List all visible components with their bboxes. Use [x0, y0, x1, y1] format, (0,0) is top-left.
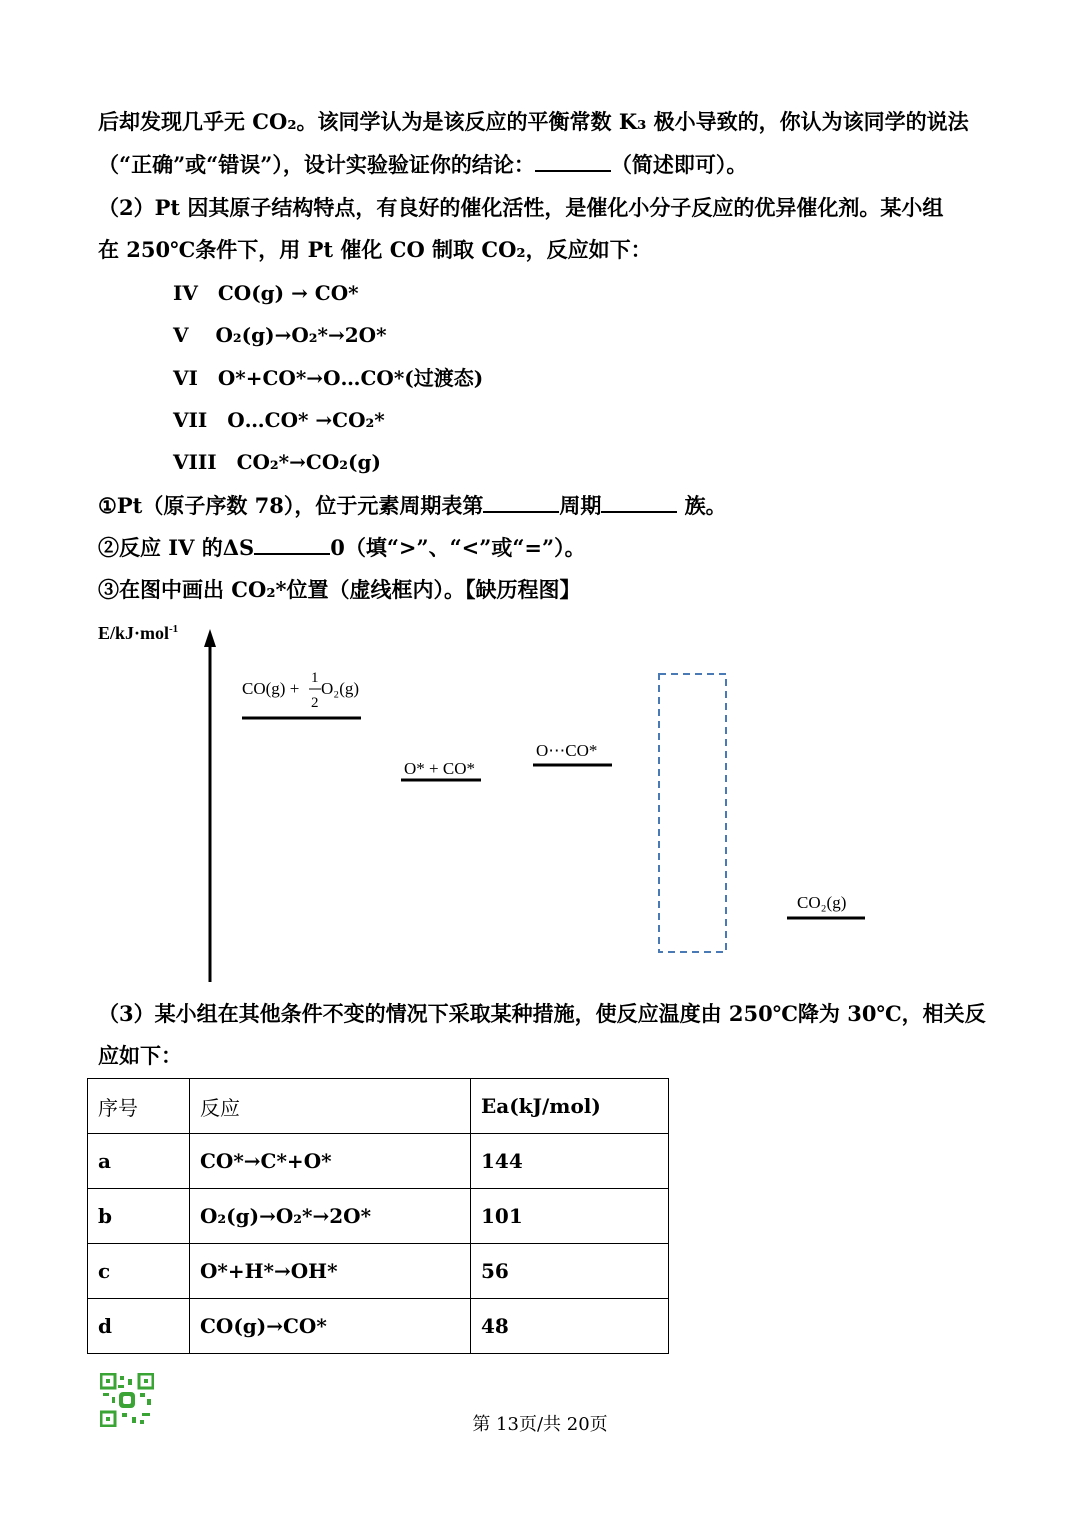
level-2-label: O* + CO* [404, 759, 475, 778]
row-reaction: O*+H*→OH* [190, 1244, 471, 1299]
question-1c: 族。 [677, 493, 727, 518]
row-index: c [88, 1244, 190, 1299]
table-row [88, 1299, 669, 1354]
reaction-iv: IV CO(g) → CO* [173, 281, 359, 305]
reaction-table [87, 1078, 669, 1354]
level-4-label: CO₂(g) [797, 893, 847, 912]
reaction-viii: VIII CO₂*→CO₂(g) [173, 450, 381, 474]
row-index: b [88, 1189, 190, 1244]
level-3-label: O⋯CO* [536, 741, 598, 760]
table-row [88, 1244, 669, 1299]
level-1-fraction-num: 1 [311, 670, 319, 686]
part3-line-1: （3）某小组在其他条件不变的情况下采取某种措施，使反应温度由 250℃降为 30℃，相关反 [98, 1001, 986, 1026]
level-1-fraction-den: 2 [311, 695, 319, 711]
row-reaction: CO*→C*+O* [190, 1134, 471, 1189]
header-index: 序号 [88, 1079, 190, 1134]
header-reaction: 反应 [190, 1079, 471, 1134]
part3-line-2: 应如下： [98, 1043, 182, 1068]
text-line-1: 后却发现几乎无 CO₂。该同学认为是该反应的平衡常数 K₃ 极小导致的，你认为该同学的说法 [98, 109, 969, 134]
question-1b: 周期 [559, 493, 602, 518]
energy-profile-diagram [0, 615, 1080, 990]
text-line-2a: （“正确”或“错误”），设计实验验证你的结论： [98, 152, 535, 177]
row-ea: 56 [471, 1244, 669, 1299]
row-index: d [88, 1299, 190, 1354]
question-1a: ①Pt（原子序数 78），位于元素周期表第 [98, 493, 484, 518]
question-1 [98, 491, 727, 520]
question-2b: 0（填“>”、“<”或“=”）。 [330, 535, 586, 560]
period-blank[interactable] [483, 491, 559, 513]
row-reaction: CO(g)→CO* [190, 1299, 471, 1354]
entropy-blank[interactable] [254, 533, 330, 555]
reaction-v: V O₂(g)→O₂*→2O* [173, 323, 387, 347]
table-row [88, 1189, 669, 1244]
question-3: ③在图中画出 CO₂*位置（虚线框内）。【缺历程图】 [98, 577, 581, 602]
level-1-label: CO(g) + [242, 679, 300, 698]
text-line-2b: （简述即可）。 [610, 152, 748, 177]
text-line-2 [98, 150, 747, 179]
question-2a: ②反应 IV 的ΔS [98, 535, 255, 560]
row-ea: 48 [471, 1299, 669, 1354]
level-1-species: O₂(g) [321, 679, 360, 698]
y-axis-label: E/kJ·mol$^{-1}$ [98, 623, 179, 643]
y-axis-arrow-icon [204, 629, 216, 647]
row-ea: 144 [471, 1134, 669, 1189]
reaction-vii: VII O…CO* →CO₂* [173, 408, 385, 432]
group-blank[interactable] [601, 491, 677, 513]
answer-blank[interactable] [535, 150, 611, 172]
row-ea: 101 [471, 1189, 669, 1244]
table-row [88, 1134, 669, 1189]
row-reaction: O₂(g)→O₂*→2O* [190, 1189, 471, 1244]
question-2 [98, 533, 586, 562]
text-line-3: （2）Pt 因其原子结构特点，有良好的催化活性，是催化小分子反应的优异催化剂。某小组 [98, 195, 944, 220]
page-footer: 第 13页/共 20页 [472, 1414, 608, 1435]
text-line-4: 在 250℃条件下，用 Pt 催化 CO 制取 CO₂，反应如下： [98, 237, 652, 262]
header-ea: Ea(kJ/mol) [471, 1079, 669, 1134]
answer-dashed-box[interactable] [659, 674, 726, 952]
reaction-vi: VI O*+CO*→O…CO*(过渡态) [173, 366, 484, 390]
table-header-row [88, 1079, 669, 1134]
row-index: a [88, 1134, 190, 1189]
